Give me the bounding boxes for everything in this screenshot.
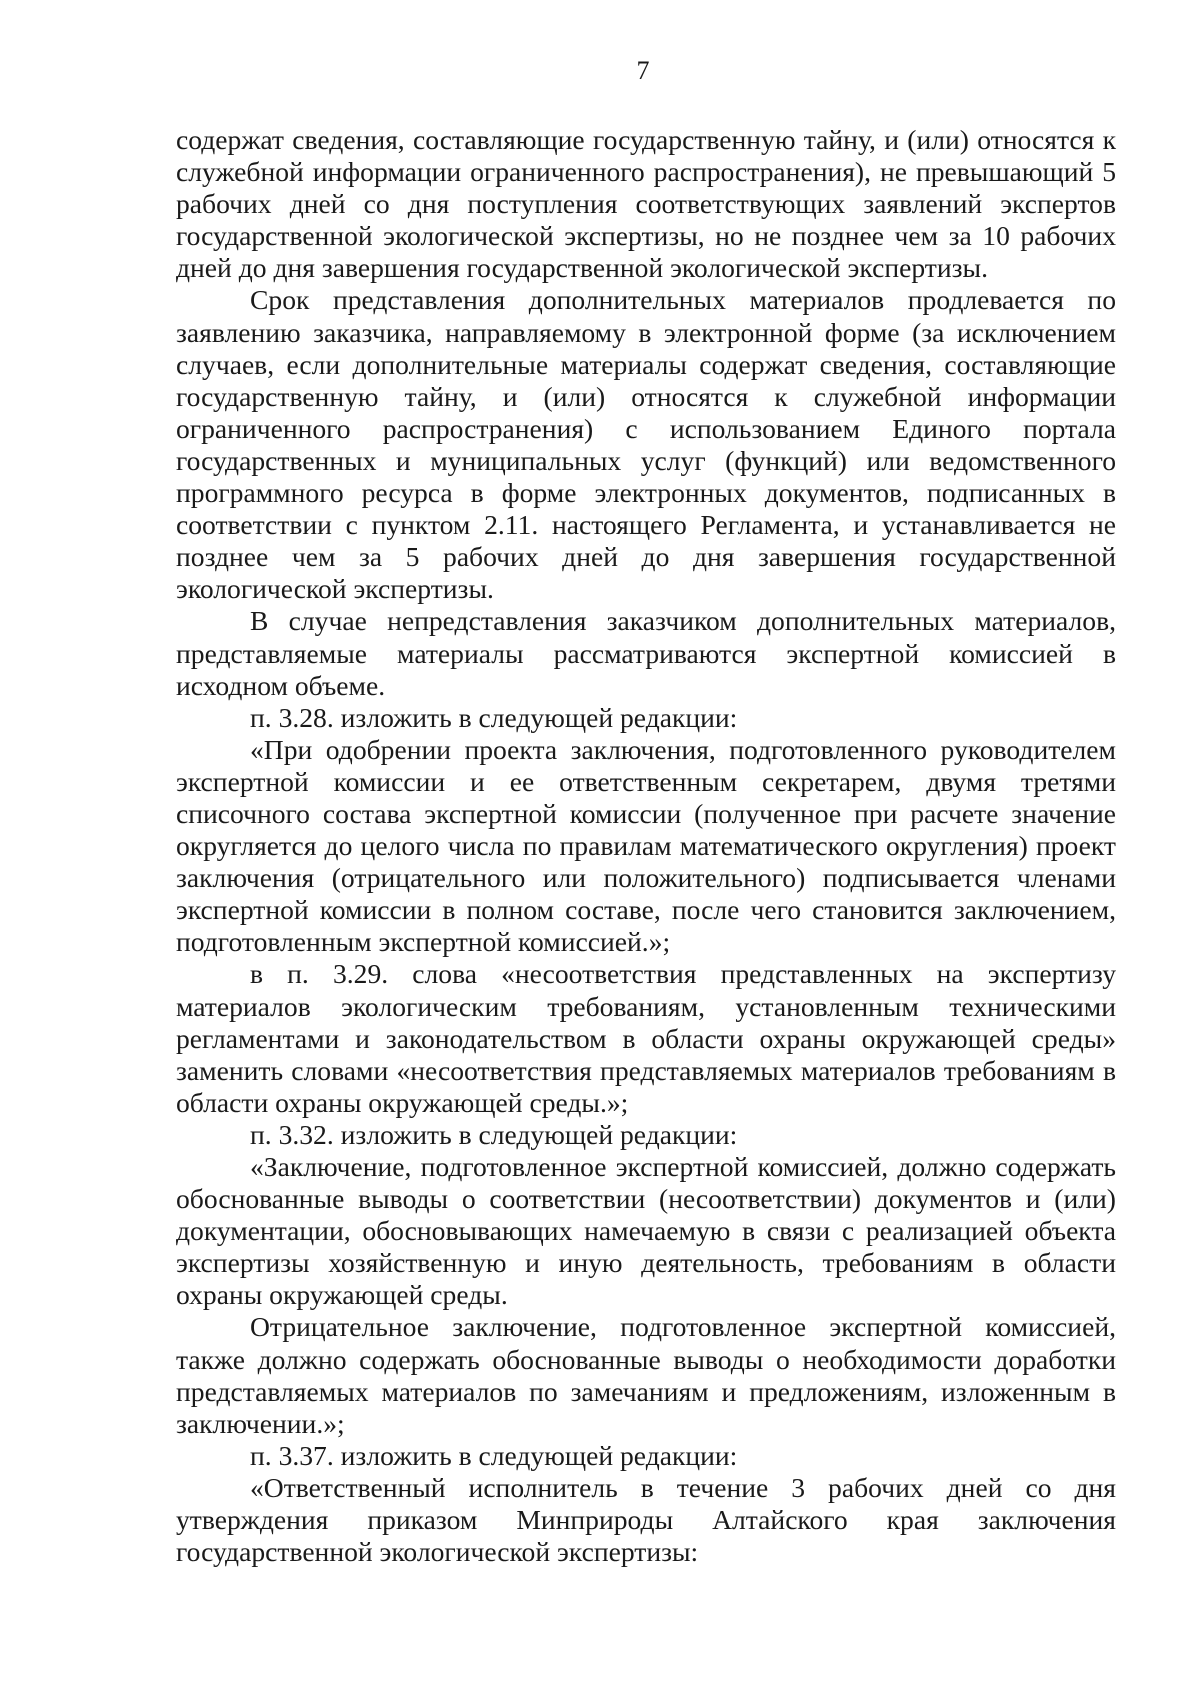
amendment-3-32-negative: Отрицательное заключение, подготовленное экспертной комиссией, также должно содержать обоснованные выводы о необходимости доработки представляемых материалов по замечаниям и предложениям, изложенным в заключении.»;	[176, 1311, 1116, 1439]
amendment-3-37-heading: п. 3.37. изложить в следующей редакции:	[250, 1439, 738, 1471]
amendment-3-32-text: «Заключение, подготовленное экспертной комиссией, должно содержать обоснованные выводы о соответствии (несоответствии) документов и (или) документации, обосновывающих намечаемую в связи с реализацией объекта экспертизы хозяйственную и иную деятельность, требованиям в области охраны окружающей среды.	[176, 1151, 1116, 1311]
paragraph-no-materials: В случае непредставления заказчиком дополнительных материалов, представляемые материалы рассматриваются экспертной комиссией в исходном объеме.	[176, 605, 1116, 701]
page-number: 7	[636, 56, 650, 85]
paragraph-deadline-extension: Срок представления дополнительных материалов продлевается по заявлению заказчика, направляемому в электронной форме (за исключением случаев, если дополнительные материалы содержат сведения, составляющие государственную тайну, и (или) относятся к служебной информации ограниченного распространения) с использованием Единого портала государственных и муниципальных услуг (функций) или ведомственного программного ресурса в форме электронных документов, подписанных в соответствии с пунктом 2.11. настоящего Регламента, и устанавливается не позднее чем за 5 рабочих дней до дня завершения государственной экологической экспертизы.	[176, 284, 1116, 605]
document-body	[176, 124, 1116, 1568]
amendment-3-37-text: «Ответственный исполнитель в течение 3 рабочих дней со дня утверждения приказом Минприроды Алтайского края заключения государственной экологической экспертизы:	[176, 1471, 1116, 1568]
paragraph-continuation: содержат сведения, составляющие государственную тайну, и (или) относятся к служебной информации ограниченного распространения), не превышающий 5 рабочих дней со дня поступления соответствующих заявлений экспертов государственной экологической экспертизы, но не позднее чем за 10 рабочих дней до дня завершения государственной экологической экспертизы.	[176, 124, 1116, 284]
amendment-3-28-heading: п. 3.28. изложить в следующей редакции:	[250, 701, 738, 733]
amendment-3-28-text: «При одобрении проекта заключения, подготовленного руководителем экспертной комиссии и ее ответственным секретарем, двумя третями списочного состава экспертной комиссии (полученное при расчете значение округляется до целого числа по правилам математического округления) проект заключения (отрицательного или положительного) подписывается членами экспертной комиссии в полном составе, после чего становится заключением, подготовленным экспертной комиссией.»;	[176, 733, 1116, 958]
amendment-3-32-heading: п. 3.32. изложить в следующей редакции:	[250, 1118, 738, 1150]
amendment-3-29-text: в п. 3.29. слова «несоответствия представленных на экспертизу материалов экологическим требованиям, установленным техническими регламентами и законодательством в области охраны окружающей среды» заменить словами «несоответствия представляемых материалов требованиям в области охраны окружающей среды.»;	[176, 958, 1116, 1118]
